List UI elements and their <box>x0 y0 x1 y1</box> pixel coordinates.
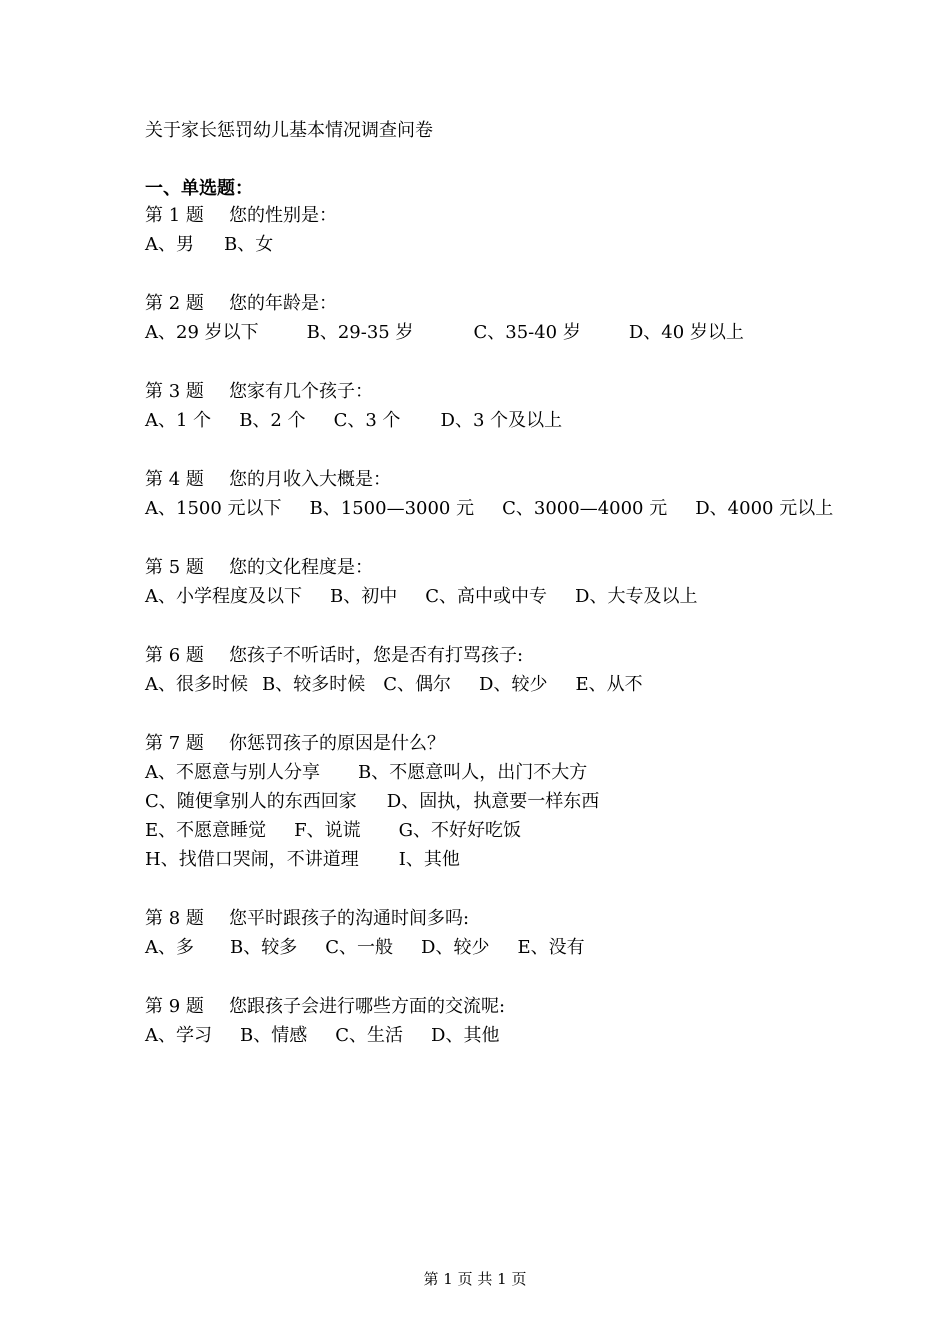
answer-option: D、3 个及以上 <box>440 410 563 431</box>
question-text: 您孩子不听话时，您是否有打骂孩子: <box>229 645 524 666</box>
section-title: 一、单选题： <box>145 178 253 199</box>
option-line <box>145 582 845 611</box>
option-line <box>145 1021 845 1050</box>
answer-option: A、小学程度及以下 <box>145 586 302 607</box>
answer-option: C、3000—4000 元 <box>502 498 668 519</box>
answer-option: B、女 <box>224 234 274 255</box>
answer-option: B、较多 <box>230 937 298 958</box>
answer-option: H、找借口哭闹，不讲道理 <box>145 849 359 870</box>
question-number: 第 7 题 <box>145 733 204 754</box>
question-item <box>145 553 845 611</box>
answer-option: A、男 <box>145 234 194 255</box>
question-line <box>145 553 845 582</box>
question-item <box>145 904 845 962</box>
option-line <box>145 406 845 435</box>
option-line <box>145 494 845 523</box>
answer-option: C、生活 <box>335 1025 404 1046</box>
answer-option: B、较多时候 <box>262 674 366 695</box>
question-number: 第 3 题 <box>145 381 204 402</box>
question-number: 第 1 题 <box>145 205 204 226</box>
answer-option: D、4000 元以上 <box>695 498 834 519</box>
answer-option: D、固执，执意要一样东西 <box>386 791 600 812</box>
answer-option: G、不好好吃饭 <box>398 820 522 841</box>
question-number: 第 9 题 <box>145 996 204 1017</box>
option-line <box>145 670 845 699</box>
answer-option: D、大专及以上 <box>575 586 698 607</box>
question-item <box>145 641 845 699</box>
question-line <box>145 641 845 670</box>
question-text: 您的性别是： <box>229 205 337 226</box>
question-text: 您跟孩子会进行哪些方面的交流呢: <box>229 996 506 1017</box>
answer-option: A、很多时候 <box>145 674 248 695</box>
question-item <box>145 465 845 523</box>
answer-option: B、2 个 <box>239 410 306 431</box>
answer-option: C、高中或中专 <box>425 586 548 607</box>
answer-option: A、多 <box>145 937 194 958</box>
answer-option: F、说谎 <box>294 820 361 841</box>
answer-option: D、较少 <box>479 674 548 695</box>
question-item <box>145 289 845 347</box>
question-text: 您的年龄是： <box>229 293 337 314</box>
question-number: 第 2 题 <box>145 293 204 314</box>
option-line <box>145 758 845 787</box>
question-text: 您平时跟孩子的沟通时间多吗: <box>229 908 470 929</box>
question-number: 第 5 题 <box>145 557 204 578</box>
answer-option: B、情感 <box>240 1025 308 1046</box>
question-text: 您的月收入大概是： <box>229 469 391 490</box>
question-list <box>145 201 845 1050</box>
answer-option: B、1500—3000 元 <box>309 498 475 519</box>
answer-option: I、其他 <box>398 849 460 870</box>
question-line <box>145 201 845 230</box>
question-line <box>145 992 845 1021</box>
answer-option: E、不愿意睡觉 <box>145 820 267 841</box>
answer-option: A、1 个 <box>145 410 212 431</box>
question-text: 您的文化程度是： <box>229 557 373 578</box>
answer-option: C、一般 <box>325 937 394 958</box>
answer-option: C、3 个 <box>333 410 401 431</box>
answer-option: A、1500 元以下 <box>145 498 282 519</box>
question-item <box>145 729 845 874</box>
option-line <box>145 787 845 816</box>
question-item <box>145 377 845 435</box>
answer-option: A、29 岁以下 <box>145 322 259 343</box>
option-line <box>145 318 845 347</box>
question-line <box>145 729 845 758</box>
page-footer: 第 1 页 共 1 页 <box>423 1270 527 1288</box>
document-title: 关于家长惩罚幼儿基本情况调查问卷 <box>145 120 433 141</box>
document-body <box>145 119 845 1050</box>
option-line <box>145 933 845 962</box>
answer-option: B、初中 <box>330 586 398 607</box>
question-number: 第 4 题 <box>145 469 204 490</box>
option-line <box>145 230 845 259</box>
question-line <box>145 377 845 406</box>
question-line <box>145 904 845 933</box>
answer-option: C、随便拿别人的东西回家 <box>145 791 357 812</box>
answer-option: C、偶尔 <box>383 674 452 695</box>
answer-option: E、从不 <box>575 674 643 695</box>
answer-option: A、不愿意与别人分享 <box>145 762 320 783</box>
option-line <box>145 845 845 874</box>
question-line <box>145 289 845 318</box>
question-item <box>145 201 845 259</box>
answer-option: D、较少 <box>421 937 490 958</box>
question-text: 你惩罚孩子的原因是什么？ <box>229 733 445 754</box>
answer-option: D、其他 <box>431 1025 500 1046</box>
question-line <box>145 465 845 494</box>
answer-option: D、40 岁以上 <box>628 322 744 343</box>
answer-option: A、学习 <box>145 1025 212 1046</box>
question-number: 第 6 题 <box>145 645 204 666</box>
question-text: 您家有几个孩子： <box>229 381 373 402</box>
answer-option: B、29-35 岁 <box>306 322 414 343</box>
question-number: 第 8 题 <box>145 908 204 929</box>
answer-option: E、没有 <box>517 937 585 958</box>
question-item <box>145 992 845 1050</box>
option-line <box>145 816 845 845</box>
answer-option: B、不愿意叫人，出门不大方 <box>358 762 588 783</box>
answer-option: C、35-40 岁 <box>473 322 581 343</box>
